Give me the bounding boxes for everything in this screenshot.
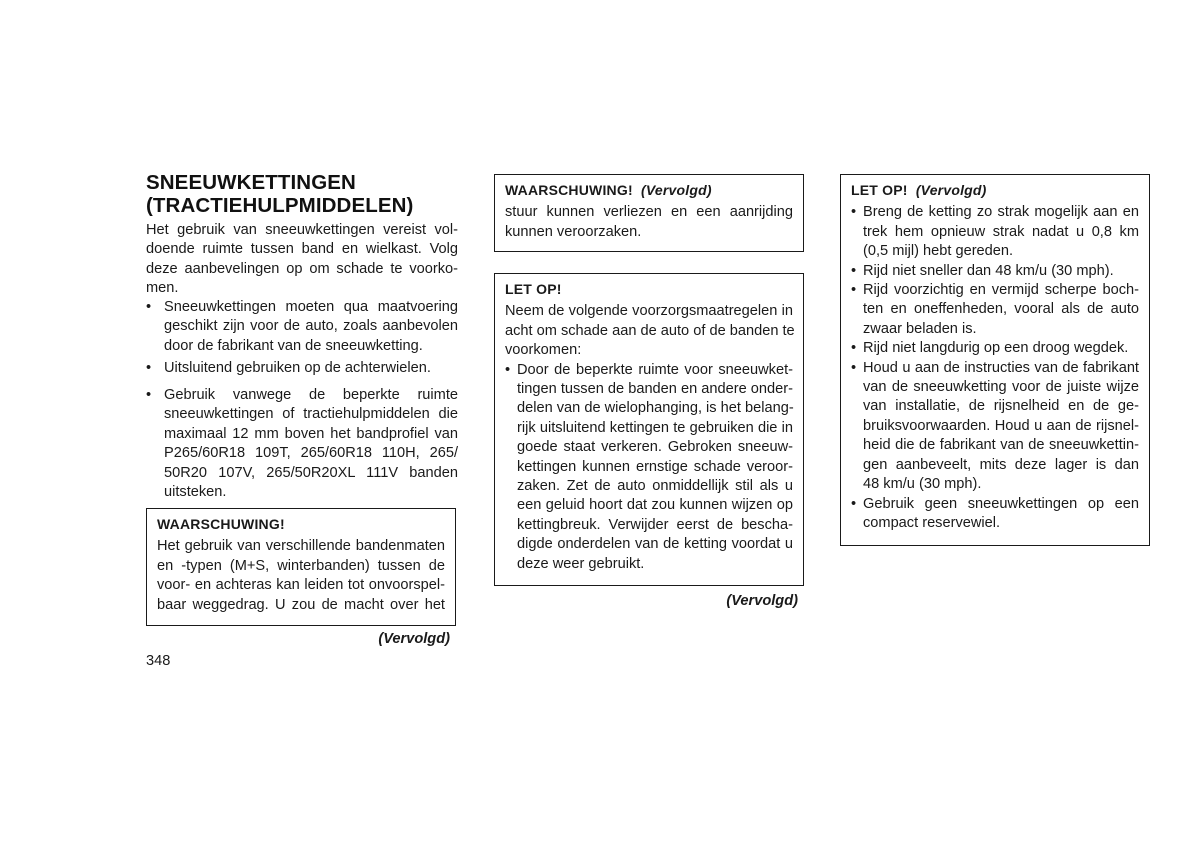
text-line: baar weggedrag. U zou de macht over het (157, 596, 445, 613)
text-line: goede staat verkeren. Gebroken sneeuw- (517, 439, 793, 456)
bullet-icon: • (851, 282, 857, 299)
text-line: Sneeuwkettingen moeten qua maatvoering (164, 299, 458, 315)
text-line: rijk uitsluitend kettingen te gebruiken die in (517, 419, 793, 436)
text-line: deze aanbevelingen op om schade te voorko- (146, 260, 458, 277)
text-line: deze weer gebruikt. (517, 555, 645, 572)
caution-heading: LET OP! (505, 281, 562, 297)
text-line: uitsteken. (164, 484, 227, 501)
page-number: 348 (146, 653, 171, 669)
bullet-icon: • (505, 361, 511, 378)
text-line: P265/60R18 109T, 265/60R18 110H, 265/ (164, 445, 458, 462)
text-line: Breng de ketting zo strak mogelijk aan en (863, 204, 1139, 221)
text-line: 50R20 107V, 265/50R20XL 111V banden (164, 464, 458, 481)
text-line: digde onderdelen van de ketting voordat u (517, 536, 793, 553)
text-line: compact reservewiel. (863, 514, 1001, 531)
text-line: sneeuwkettingen of tractiehulpmiddelen die (164, 406, 458, 423)
text-line: heid die de fabrikant van de sneeuwkettin- (863, 437, 1139, 454)
title-line: SNEEUWKETTINGEN (146, 171, 356, 194)
bullet-item (851, 495, 1139, 534)
text-line: zaken. Zet de auto onmiddellijk stil als u (517, 478, 793, 495)
text-line: (0,5 mijl) hebt gereden. (863, 243, 1014, 260)
caution-heading: LET OP! (Vervolgd) (851, 182, 987, 198)
text-line: doende ruimte tussen band en wielkast. Volg (146, 241, 458, 258)
text-line: maximaal 12 mm boven het bandprofiel van (164, 425, 458, 442)
text-line: bruiksvoorwaarden. Houd u aan de rijsnel- (863, 417, 1139, 434)
text-line: Neem de volgende voorzorgsmaatregelen in (505, 303, 793, 320)
bullet-icon: • (851, 359, 857, 376)
text-line: Het gebruik van sneeuwkettingen vereist vol- (146, 222, 458, 238)
text-line: van de sneeuwketting voor de juiste wijze (863, 379, 1139, 396)
bullet-item (851, 203, 1139, 261)
text-line: ten en oneffenheden, vooral als de auto (863, 301, 1139, 318)
warning-heading: WAARSCHUWING! (157, 516, 285, 532)
text-line: stuur kunnen verliezen en een aanrijding (505, 204, 793, 221)
text-line: een geluid hoort dat zou kunnen wijzen op (517, 497, 793, 514)
bullet-item (146, 386, 458, 502)
text-line: kettingen kunnen ernstige schade veroor- (517, 458, 793, 475)
text-line: voor- en achteras kan leiden tot onvoorspel- (157, 577, 445, 594)
bullet-icon: • (851, 340, 857, 357)
warning-heading: WAARSCHUWING! (Vervolgd) (505, 182, 712, 198)
title-line: (TRACTIEHULPMIDDELEN) (146, 194, 414, 217)
warning-box-continued (494, 174, 804, 252)
text-line: acht om schade aan de auto of de banden te (505, 322, 795, 339)
text-line: door de fabrikant van de sneeuwketting. (164, 337, 423, 354)
bullet-icon: • (146, 387, 152, 403)
text-line: Het gebruik van verschillende bandenmaten (157, 538, 445, 555)
text-line: tingen tussen de banden en andere onder- (517, 381, 793, 398)
bullet-item (146, 298, 458, 356)
text-line: Gebruik geen sneeuwkettingen op een (863, 495, 1139, 512)
text-line: Uitsluitend gebruiken op de achterwielen. (164, 360, 431, 376)
text-line: delen van de wielophanging, is het belang- (517, 400, 794, 417)
continued-label: (Vervolgd) (378, 631, 450, 647)
text-line: en -typen (M+S, winterbanden) tussen de (157, 557, 445, 574)
bullet-icon: • (146, 360, 152, 376)
bullet-item (851, 281, 1139, 339)
caution-box-continued (840, 174, 1150, 546)
text-line: geschikt zijn voor de auto, zoals aanbevolen (164, 318, 458, 335)
warning-box (146, 508, 456, 626)
text-line: Rijd voorzichtig en vermijd scherpe boch- (863, 282, 1139, 299)
bullet-icon: • (851, 495, 857, 512)
bullet-item (146, 359, 458, 378)
text-line: Rijd niet sneller dan 48 km/u (30 mph). (863, 262, 1114, 279)
caution-box (494, 273, 804, 586)
text-line: 48 km/u (30 mph). (863, 476, 982, 493)
text-line: voorkomen: (505, 342, 582, 359)
text-line: trek hem opnieuw strak nadat u 0,8 km (863, 223, 1139, 240)
bullet-icon: • (851, 204, 857, 221)
bullet-item (851, 262, 1139, 281)
bullet-icon: • (146, 299, 152, 315)
bullet-item (851, 359, 1139, 495)
text-line: Door de beperkte ruimte voor sneeuwket- (517, 361, 793, 378)
text-line: Houd u aan de instructies van de fabrikant (863, 359, 1139, 376)
bullet-item (505, 361, 793, 574)
text-line: gen aanbeveelt, mits deze lager is dan (863, 456, 1139, 473)
continued-label: (Vervolgd) (726, 593, 798, 609)
intro-paragraph (146, 221, 458, 299)
text-line: Rijd niet langdurig op een droog wegdek. (863, 340, 1129, 357)
section-title (146, 171, 466, 217)
text-line: men. (146, 280, 179, 297)
text-line: Gebruik vanwege de beperkte ruimte (164, 387, 458, 403)
bullet-item (851, 339, 1139, 358)
text-line: kunnen veroorzaken. (505, 223, 642, 240)
text-line: van installatie, de rijsnelheid en de ge- (863, 398, 1139, 415)
text-line: zwaar beladen is. (863, 320, 977, 337)
text-line: kettingbreuk. Verwijder eerst de bescha- (517, 516, 793, 533)
bullet-icon: • (851, 262, 857, 279)
